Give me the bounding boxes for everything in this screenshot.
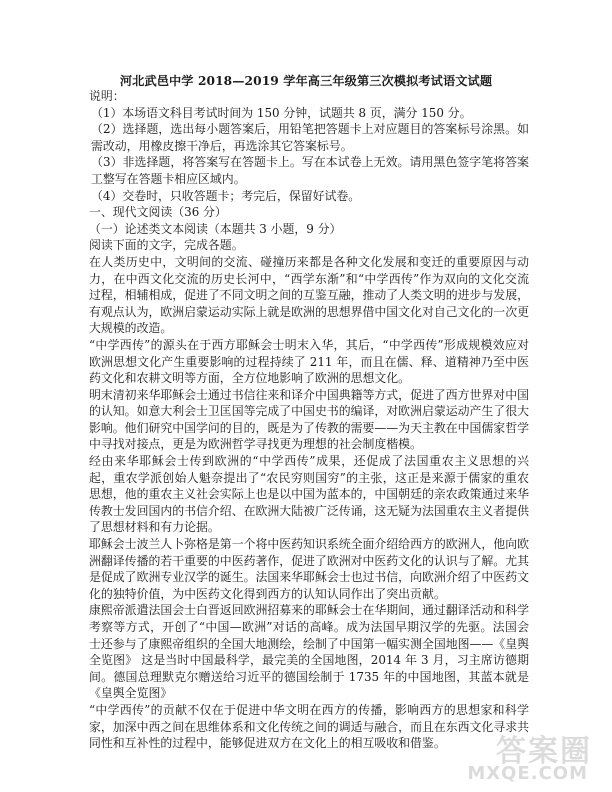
watermark-latin: MXQE.COM — [467, 763, 588, 784]
watermark-chinese: 答案圈 — [496, 734, 592, 769]
instruction-item: （2）选择题，选出每小题答案后，用铅笔把答题卡上对应题目的答案标号涂黑。如需改动，用橡皮擦干净后，再选涂其它答案标号。 — [91, 122, 529, 153]
reading-prompt: 阅读下面的文字，完成各题。 — [89, 238, 244, 253]
instruction-item: （4）交卷时，只收答题卡；考完后，保留好试卷。 — [91, 188, 361, 203]
watermark-logo — [442, 724, 592, 784]
instruction-item: （1）本场语文科目考试时间为 150 分钟，试题共 8 页，满分 150 分。 — [91, 105, 472, 120]
document-body — [89, 88, 529, 752]
document-title: 河北武邑中学 2018—2019 学年高三年级第三次模拟考试语文试题 — [119, 74, 493, 88]
passage-paragraph: 在人类历史中，文明间的交流、碰撞历来都是各种文化发展和变迁的重要原因与动力，在中西文化交流的历史长河中，“西学东渐”和“中学西传”作为双向的文化交流过程，相辅相成，促进了不同文明之间的互鉴互融，推动了人类文明的进步与发展，有观点认为，欧洲启蒙运动实际上就是欧洲的思想界借中国文化对自己文化的一次更大规模的改造。 — [89, 254, 529, 336]
passage-paragraph: 经由来华耶稣会士传到欧洲的“中学西传”成果，还促成了法国重农主义思想的兴起，重农学派创始人魁奈提出了“农民穷则国穷”的主张，这正是来源于儒家的重农思想，他的重农主义社会实际上也是以中国为蓝本的，中国朝廷的亲农政策通过来华传教士发回国内的书信介绍、在欧洲大陆被广泛传诵，这无疑为法国重农主义者提供了思想材料和有力论据。 — [89, 454, 529, 535]
passage-paragraph: “中学西传”的源头在于西方耶稣会士明末入华，其后，“中学西传”形成规模效应对欧洲思想文化产生重要影响的过程持续了 211 年，而且在儒、释、道精神乃至中医药文化和农耕文明等方面，全方位地影响了欧洲的思想文化。 — [89, 337, 529, 386]
subsection-heading: （一）论述类文本阅读（本题共 3 小题，9 分） — [89, 221, 342, 236]
instructions-heading: 说明： — [89, 89, 125, 103]
passage-paragraph: 明末清初来华耶稣会士通过书信往来和译介中国典籍等方式，促进了西方世界对中国的认知。如意大利会士卫匡国等完成了中国史书的编译，对欧洲启蒙运动产生了很大影响。他们研究中国学问的目的，既是为了传教的需要——为天主教在中国儒家哲学中寻找对接点，更是为欧洲哲学寻找更为理想的社会制度楷模。 — [89, 387, 529, 452]
instruction-item: （3）非选择题，将答案写在答题卡上。写在本试卷上无效。请用黑色签字笔将答案工整写在答题卡相应区域内。 — [91, 155, 529, 186]
passage-paragraph: 康熙帝派遣法国会士白晋返回欧洲招募来的耶稣会士在华期间，通过翻译活动和科学考察等方式，开创了“中国—欧洲”对话的高峰。成为法国早期汉学的先驱。法国会士还参与了康熙帝组织的全国大地测绘，绘制了中国第一幅实测全国地图——《皇舆全览图》 这是当时中国最科学，最完美的全国地图，2014 年 3 月，习主席访德期间。德国总理默克尔赠送给习近平的德国绘制于 1735 年的中国地图，其蓝本就是《皇舆全览图》 — [89, 603, 529, 701]
passage-paragraph: “中学西传”的贡献不仅在于促进中华文明在西方的传播，影响西方的思想家和科学家，加深中西之间在思维体系和文化传统之间的调适与融合，而且在东西文化寻求共同性和互补性的过程中，能够促进双方在文化上的相互吸收和借鉴。 — [89, 702, 529, 751]
section-heading: 一、现代文阅读（36 分） — [89, 205, 227, 220]
passage-paragraph: 耶稣会士波兰人卜弥格是第一个将中医药知识系统全面介绍给西方的欧洲人，他向欧洲翻译传播的若干重要的中医药著作，促进了欧洲对中医药文化的认识与了解。尤其是促成了欧洲专业汉学的诞生。法国来华耶稣会士也过书信，向欧洲介绍了中医药文化的独特价值，为中医药文化得到西方的认知认同作出了突出贡献。 — [89, 537, 529, 601]
